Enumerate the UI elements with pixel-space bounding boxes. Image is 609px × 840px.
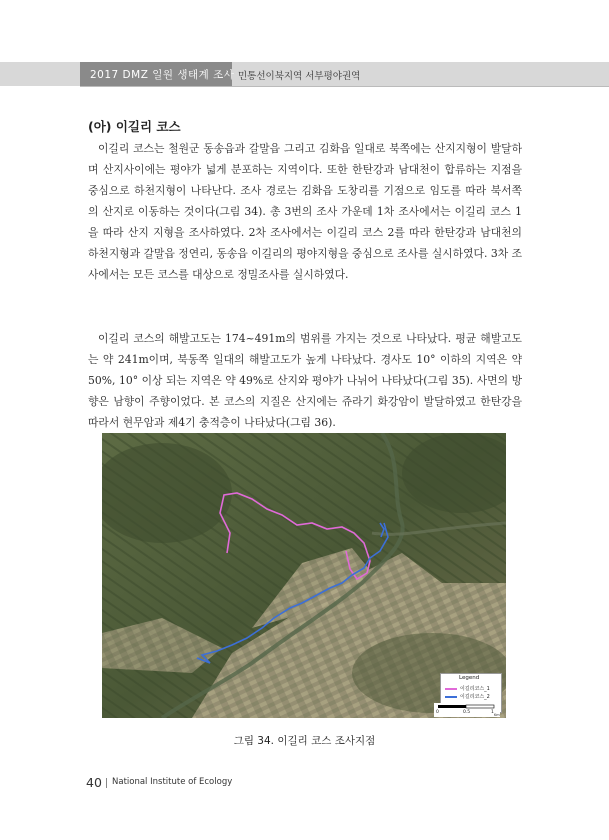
legend-item-course-2 <box>445 693 490 700</box>
legend-item-course-1 <box>445 685 490 692</box>
legend-label-course-2: 이길리코스_2 <box>460 694 490 700</box>
legend-swatch-course-1 <box>445 688 457 690</box>
legend-swatch-course-2 <box>445 696 457 698</box>
scale-unit: Km <box>494 713 500 717</box>
scale-label-0: 0 <box>436 710 439 715</box>
scale-label-half: 0.5 <box>463 710 471 715</box>
map-scale-bar <box>434 703 500 717</box>
scale-label-1: 1 <box>491 710 494 715</box>
section-title: (아) 이길리 코스 <box>88 119 181 134</box>
footer-institute: National Institute of Ecology <box>112 777 233 787</box>
header-divider <box>80 86 609 87</box>
page-number: 40 <box>86 775 102 790</box>
legend-title: Legend <box>459 675 480 681</box>
figure-caption: 그림 34. 이길리 코스 조사지점 <box>233 735 376 747</box>
footer-divider <box>106 778 107 788</box>
header-title: 2017 DMZ 일원 생태계 조사 <box>90 69 235 81</box>
paragraph-1: 이길리 코스는 철원군 동송읍과 갈말읍 그리고 김화읍 일대로 북쪽에는 산지지형이 발달하며 산지사이에는 평야가 넓게 분포하는 지역이다. 또한 한탄강과 남대천이 합류하는 지점을 중심으로 하천지형이 나타난다. 조사 경로는 김화읍 도창리를 기점으로 임도를 따라 북서쪽의 산지로 이동하는 것이다(그림 34). 총 3번의 조사 가운데 1차 조사에서는 이길리 코스 1을 따라 산지 지형을 조사하였다. 2차 조사에서는 이길리 코스 2를 따라 한탄강과 남대천의 하천지형과 갈말읍 정연리, 동송읍 이길리의 평야지형을 중심으로 조사를 실시하였다. 3차 조사에서는 모든 코스를 대상으로 정밀조사를 실시하였다. <box>88 142 522 281</box>
header-subtitle: 민통선이북지역 서부평야권역 <box>238 71 361 82</box>
paragraph-2: 이길리 코스의 해발고도는 174~491m의 범위를 가지는 것으로 나타났다. 평균 해발고도는 약 241m이며, 북동쪽 일대의 해발고도가 높게 나타났다. 경사도 10° 이하의 지역은 약 50%, 10° 이상 되는 지역은 약 49%로 산지와 평야가 나뉘어 나타났다(그림 35). 사면의 방향은 남향이 주향이었다. 본 코스의 지질은 산지에는 쥬라기 화강암이 발달하였고 한탄강을 따라서 현무암과 제4기 충적층이 나타났다(그림 36). <box>88 332 522 429</box>
legend-label-course-1: 이길리코스_1 <box>460 686 490 692</box>
